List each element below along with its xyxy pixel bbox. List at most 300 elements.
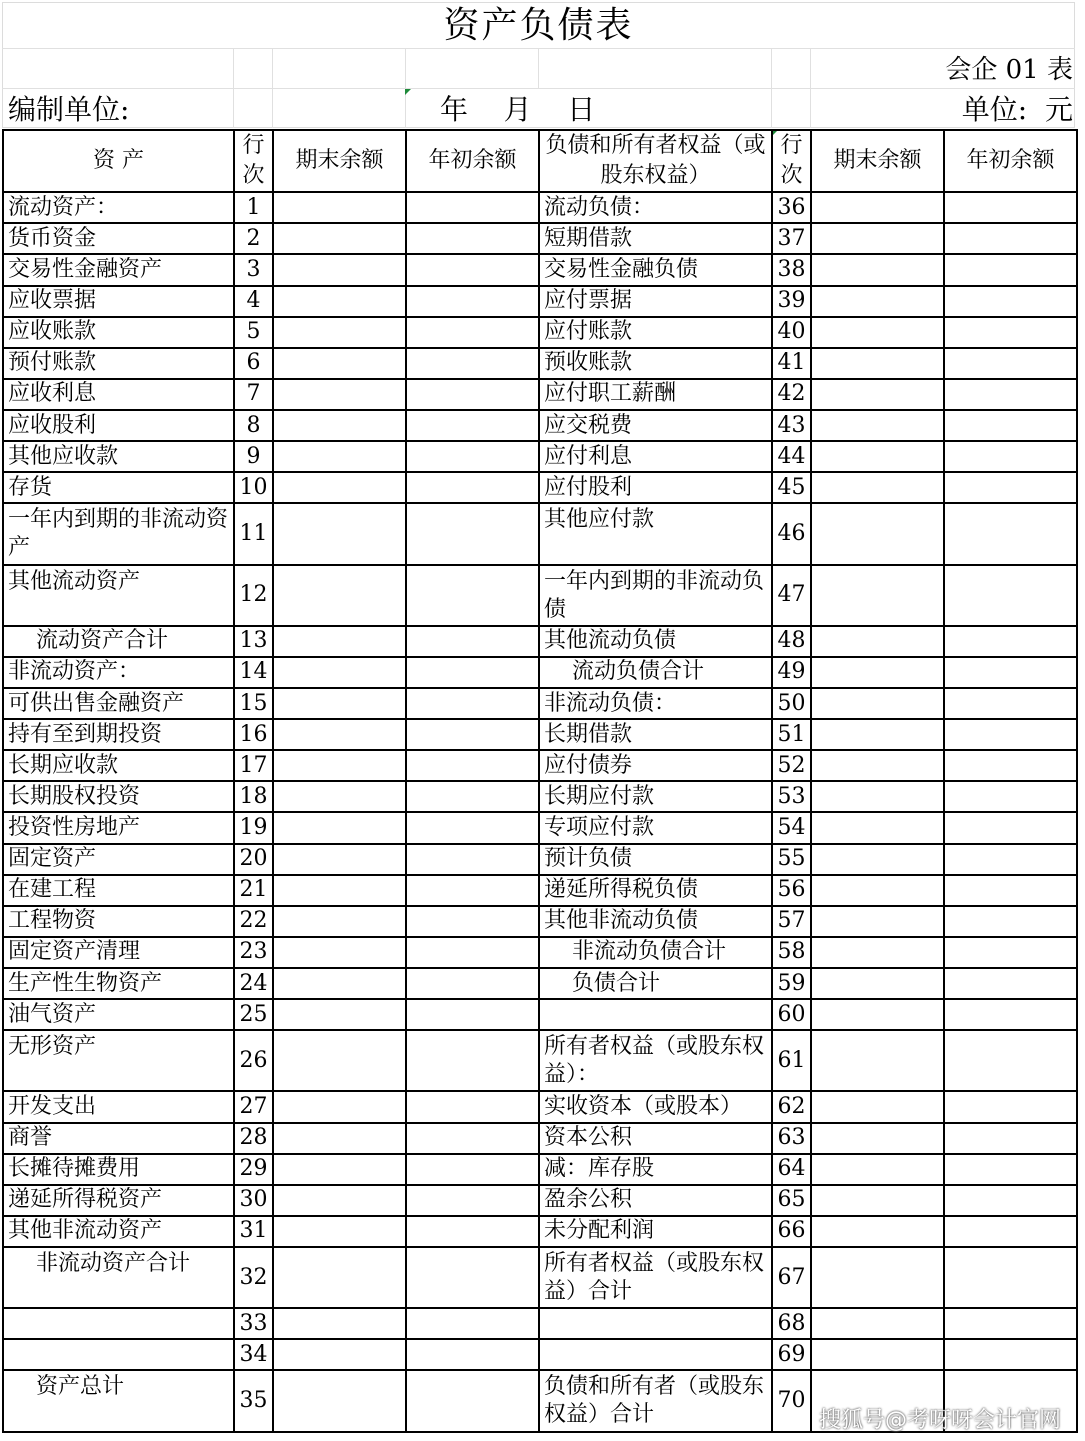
- asset-item-label: [3, 1308, 234, 1339]
- asset-item-label: 商誉: [3, 1123, 234, 1154]
- asset-line-no: 17: [234, 750, 273, 781]
- asset-end-balance-cell[interactable]: [273, 1308, 406, 1339]
- asset-item-label: 长摊待摊费用: [3, 1154, 234, 1185]
- asset-end-balance-cell[interactable]: [273, 348, 406, 379]
- liability-item-label: [539, 999, 772, 1030]
- liability-line-no: 60: [772, 999, 811, 1030]
- liability-item-label: 递延所得税负债: [539, 875, 772, 906]
- asset-begin-balance-cell[interactable]: [406, 719, 539, 750]
- header-begin-balance-right: 年初余额: [944, 130, 1077, 192]
- asset-begin-balance-cell[interactable]: [406, 750, 539, 781]
- liability-begin-balance-cell[interactable]: [944, 999, 1077, 1030]
- liability-item-label: 短期借款: [539, 223, 772, 254]
- asset-begin-balance-cell[interactable]: [406, 192, 539, 223]
- table-row: [3, 286, 1077, 317]
- asset-line-no: 34: [234, 1339, 273, 1370]
- asset-item-label: 应收股利: [3, 410, 234, 441]
- asset-end-balance-cell[interactable]: [273, 626, 406, 657]
- asset-line-no: 29: [234, 1154, 273, 1185]
- asset-line-no: 26: [234, 1030, 273, 1091]
- liability-begin-balance-cell[interactable]: [944, 379, 1077, 410]
- liability-line-no: 62: [772, 1091, 811, 1122]
- liability-begin-balance-cell[interactable]: [944, 1339, 1077, 1370]
- date-line: 年 月 日: [440, 93, 596, 126]
- asset-item-label: 递延所得税资产: [3, 1185, 234, 1216]
- asset-line-no: 27: [234, 1091, 273, 1122]
- table-row: [3, 1216, 1077, 1247]
- liability-line-no: 53: [772, 781, 811, 812]
- asset-end-balance-cell[interactable]: [273, 1123, 406, 1154]
- liability-end-balance-cell[interactable]: [811, 812, 944, 843]
- asset-begin-balance-cell[interactable]: [406, 1091, 539, 1122]
- liability-line-no: 44: [772, 441, 811, 472]
- liability-end-balance-cell[interactable]: [811, 781, 944, 812]
- asset-begin-balance-cell[interactable]: [406, 688, 539, 719]
- asset-begin-balance-cell[interactable]: [406, 781, 539, 812]
- asset-item-label: 流动资产合计: [3, 626, 234, 657]
- liability-begin-balance-cell[interactable]: [944, 1216, 1077, 1247]
- liability-line-no: 66: [772, 1216, 811, 1247]
- table-row: [3, 906, 1077, 937]
- table-row: [3, 472, 1077, 503]
- liability-end-balance-cell[interactable]: [811, 750, 944, 781]
- table-row: [3, 348, 1077, 379]
- liability-begin-balance-cell[interactable]: [944, 719, 1077, 750]
- liability-item-label: 专项应付款: [539, 812, 772, 843]
- liability-line-no: 70: [772, 1370, 811, 1432]
- liability-begin-balance-cell[interactable]: [944, 441, 1077, 472]
- liability-begin-balance-cell[interactable]: [944, 812, 1077, 843]
- liability-begin-balance-cell[interactable]: [944, 410, 1077, 441]
- asset-line-no: 33: [234, 1308, 273, 1339]
- liability-begin-balance-cell[interactable]: [944, 750, 1077, 781]
- table-row: [3, 1308, 1077, 1339]
- asset-begin-balance-cell[interactable]: [406, 1247, 539, 1308]
- liability-line-no: 63: [772, 1123, 811, 1154]
- liability-begin-balance-cell[interactable]: [944, 968, 1077, 999]
- asset-line-no: 18: [234, 781, 273, 812]
- table-row: [3, 875, 1077, 906]
- liability-item-label: 所有者权益（或股东权益）：: [539, 1030, 772, 1091]
- asset-begin-balance-cell[interactable]: [406, 844, 539, 875]
- table-row: [3, 192, 1077, 223]
- asset-end-balance-cell[interactable]: [273, 1154, 406, 1185]
- watermark: 搜狐号@考呀呀会计官网: [818, 1408, 1061, 1433]
- liability-begin-balance-cell[interactable]: [944, 286, 1077, 317]
- liability-end-balance-cell[interactable]: [811, 719, 944, 750]
- asset-item-label: 可供出售金融资产: [3, 688, 234, 719]
- asset-item-label: 一年内到期的非流动资产: [3, 503, 234, 564]
- asset-line-no: 9: [234, 441, 273, 472]
- liability-item-label: 应付账款: [539, 317, 772, 348]
- asset-end-balance-cell[interactable]: [273, 937, 406, 968]
- asset-end-balance-cell[interactable]: [273, 968, 406, 999]
- liability-line-no: 37: [772, 223, 811, 254]
- liability-item-label: 长期应付款: [539, 781, 772, 812]
- liability-begin-balance-cell[interactable]: [944, 937, 1077, 968]
- unit-label: 单位: 元: [961, 93, 1073, 126]
- asset-begin-balance-cell[interactable]: [406, 1185, 539, 1216]
- header-end-balance-right: 期末余额: [811, 130, 944, 192]
- liability-begin-balance-cell[interactable]: [944, 688, 1077, 719]
- preparer-label: 编制单位:: [8, 93, 130, 126]
- asset-begin-balance-cell[interactable]: [406, 968, 539, 999]
- gridline: [2, 88, 1075, 89]
- asset-item-label: 其他应收款: [3, 441, 234, 472]
- header-row: [3, 130, 1077, 192]
- liability-item-label: [539, 1339, 772, 1370]
- liability-line-no: 52: [772, 750, 811, 781]
- liability-line-no: 40: [772, 317, 811, 348]
- asset-line-no: 32: [234, 1247, 273, 1308]
- header-begin-balance: 年初余额: [406, 130, 539, 192]
- asset-line-no: 21: [234, 875, 273, 906]
- liability-end-balance-cell[interactable]: [811, 657, 944, 688]
- asset-begin-balance-cell[interactable]: [406, 1216, 539, 1247]
- liability-end-balance-cell[interactable]: [811, 223, 944, 254]
- liability-begin-balance-cell[interactable]: [944, 1185, 1077, 1216]
- liability-item-label: 减：库存股: [539, 1154, 772, 1185]
- liability-item-label: 其他流动负债: [539, 626, 772, 657]
- table-row: [3, 968, 1077, 999]
- asset-end-balance-cell[interactable]: [273, 1091, 406, 1122]
- liability-line-no: 51: [772, 719, 811, 750]
- table-row: [3, 503, 1077, 564]
- liability-item-label: 非流动负债：: [539, 688, 772, 719]
- asset-end-balance-cell[interactable]: [273, 844, 406, 875]
- asset-item-label: 长期股权投资: [3, 781, 234, 812]
- asset-begin-balance-cell[interactable]: [406, 565, 539, 626]
- asset-end-balance-cell[interactable]: [273, 875, 406, 906]
- asset-end-balance-cell[interactable]: [273, 317, 406, 348]
- liability-item-label: 长期借款: [539, 719, 772, 750]
- liability-begin-balance-cell[interactable]: [944, 1123, 1077, 1154]
- table-row: [3, 1247, 1077, 1308]
- liability-end-balance-cell[interactable]: [811, 1308, 944, 1339]
- asset-end-balance-cell[interactable]: [273, 1216, 406, 1247]
- asset-end-balance-cell[interactable]: [273, 223, 406, 254]
- asset-end-balance-cell[interactable]: [273, 503, 406, 564]
- table-row: [3, 750, 1077, 781]
- asset-begin-balance-cell[interactable]: [406, 348, 539, 379]
- asset-line-no: 1: [234, 192, 273, 223]
- liability-line-no: 65: [772, 1185, 811, 1216]
- liability-item-label: 流动负债合计: [539, 657, 772, 688]
- asset-begin-balance-cell[interactable]: [406, 812, 539, 843]
- header-line-no-right: 行次: [772, 130, 811, 192]
- asset-end-balance-cell[interactable]: [273, 472, 406, 503]
- liability-end-balance-cell[interactable]: [811, 1185, 944, 1216]
- asset-begin-balance-cell[interactable]: [406, 223, 539, 254]
- table-row: [3, 1339, 1077, 1370]
- asset-begin-balance-cell[interactable]: [406, 875, 539, 906]
- liability-item-label: 其他应付款: [539, 503, 772, 564]
- liability-end-balance-cell[interactable]: [811, 317, 944, 348]
- liability-begin-balance-cell[interactable]: [944, 1247, 1077, 1308]
- liability-end-balance-cell[interactable]: [811, 875, 944, 906]
- liability-end-balance-cell[interactable]: [811, 1247, 944, 1308]
- liability-item-label: 其他非流动负债: [539, 906, 772, 937]
- asset-begin-balance-cell[interactable]: [406, 1370, 539, 1432]
- table-row: [3, 379, 1077, 410]
- asset-end-balance-cell[interactable]: [273, 719, 406, 750]
- asset-end-balance-cell[interactable]: [273, 999, 406, 1030]
- asset-item-label: [3, 1339, 234, 1370]
- liability-end-balance-cell[interactable]: [811, 968, 944, 999]
- liability-line-no: 58: [772, 937, 811, 968]
- liability-line-no: 69: [772, 1339, 811, 1370]
- asset-item-label: 投资性房地产: [3, 812, 234, 843]
- table-row: [3, 565, 1077, 626]
- liability-end-balance-cell[interactable]: [811, 906, 944, 937]
- gridline: [233, 48, 234, 128]
- asset-line-no: 30: [234, 1185, 273, 1216]
- form-code: 会企 01 表: [945, 55, 1073, 85]
- asset-line-no: 8: [234, 410, 273, 441]
- liability-item-label: 所有者权益（或股东权 益）合计: [539, 1247, 772, 1308]
- liability-begin-balance-cell[interactable]: [944, 317, 1077, 348]
- liability-item-label: 应付票据: [539, 286, 772, 317]
- asset-line-no: 25: [234, 999, 273, 1030]
- liability-item-label: 负债和所有者（或股东权益）合计: [539, 1370, 772, 1432]
- asset-item-label: 非流动资产合计: [3, 1247, 234, 1308]
- liability-item-label: 非流动负债合计: [539, 937, 772, 968]
- liability-end-balance-cell[interactable]: [811, 1339, 944, 1370]
- liability-end-balance-cell[interactable]: [811, 441, 944, 472]
- table-row: [3, 657, 1077, 688]
- liability-end-balance-cell[interactable]: [811, 286, 944, 317]
- table-row: [3, 626, 1077, 657]
- asset-begin-balance-cell[interactable]: [406, 254, 539, 285]
- liability-item-label: 盈余公积: [539, 1185, 772, 1216]
- liability-end-balance-cell[interactable]: [811, 688, 944, 719]
- table-row: [3, 719, 1077, 750]
- asset-end-balance-cell[interactable]: [273, 812, 406, 843]
- liability-end-balance-cell[interactable]: [811, 379, 944, 410]
- asset-line-no: 13: [234, 626, 273, 657]
- asset-end-balance-cell[interactable]: [273, 1247, 406, 1308]
- liability-line-no: 49: [772, 657, 811, 688]
- liability-begin-balance-cell[interactable]: [944, 565, 1077, 626]
- liability-line-no: 39: [772, 286, 811, 317]
- asset-begin-balance-cell[interactable]: [406, 286, 539, 317]
- liability-line-no: 48: [772, 626, 811, 657]
- table-row: [3, 999, 1077, 1030]
- asset-begin-balance-cell[interactable]: [406, 1339, 539, 1370]
- asset-end-balance-cell[interactable]: [273, 286, 406, 317]
- asset-end-balance-cell[interactable]: [273, 1030, 406, 1091]
- asset-begin-balance-cell[interactable]: [406, 503, 539, 564]
- asset-end-balance-cell[interactable]: [273, 192, 406, 223]
- asset-begin-balance-cell[interactable]: [406, 906, 539, 937]
- liability-end-balance-cell[interactable]: [811, 999, 944, 1030]
- liability-end-balance-cell[interactable]: [811, 1154, 944, 1185]
- liability-line-no: 36: [772, 192, 811, 223]
- liability-begin-balance-cell[interactable]: [944, 781, 1077, 812]
- table-row: [3, 223, 1077, 254]
- liability-begin-balance-cell[interactable]: [944, 503, 1077, 564]
- asset-line-no: 15: [234, 688, 273, 719]
- liability-line-no: 42: [772, 379, 811, 410]
- liability-line-no: 67: [772, 1247, 811, 1308]
- asset-line-no: 16: [234, 719, 273, 750]
- liability-item-label: 预计负债: [539, 844, 772, 875]
- liability-end-balance-cell[interactable]: [811, 254, 944, 285]
- table-row: [3, 1030, 1077, 1091]
- liability-end-balance-cell[interactable]: [811, 626, 944, 657]
- asset-begin-balance-cell[interactable]: [406, 1154, 539, 1185]
- liability-begin-balance-cell[interactable]: [944, 223, 1077, 254]
- table-row: [3, 812, 1077, 843]
- gridline: [538, 48, 539, 88]
- asset-item-label: 预付账款: [3, 348, 234, 379]
- liability-end-balance-cell[interactable]: [811, 503, 944, 564]
- asset-begin-balance-cell[interactable]: [406, 317, 539, 348]
- liability-end-balance-cell[interactable]: [811, 937, 944, 968]
- asset-begin-balance-cell[interactable]: [406, 472, 539, 503]
- asset-begin-balance-cell[interactable]: [406, 1308, 539, 1339]
- gridline: [405, 48, 406, 128]
- asset-line-no: 2: [234, 223, 273, 254]
- asset-item-label: 应收账款: [3, 317, 234, 348]
- liability-item-label: 流动负债：: [539, 192, 772, 223]
- asset-end-balance-cell[interactable]: [273, 379, 406, 410]
- table-row: [3, 317, 1077, 348]
- gridline: [810, 48, 811, 128]
- table-row: [3, 1091, 1077, 1122]
- asset-line-no: 6: [234, 348, 273, 379]
- liability-end-balance-cell[interactable]: [811, 348, 944, 379]
- asset-end-balance-cell[interactable]: [273, 1370, 406, 1432]
- liability-begin-balance-cell[interactable]: [944, 875, 1077, 906]
- liability-begin-balance-cell[interactable]: [944, 657, 1077, 688]
- liability-begin-balance-cell[interactable]: [944, 254, 1077, 285]
- asset-end-balance-cell[interactable]: [273, 750, 406, 781]
- liability-item-label: 未分配利润: [539, 1216, 772, 1247]
- liability-begin-balance-cell[interactable]: [944, 1308, 1077, 1339]
- asset-item-label: 油气资产: [3, 999, 234, 1030]
- asset-end-balance-cell[interactable]: [273, 688, 406, 719]
- asset-begin-balance-cell[interactable]: [406, 999, 539, 1030]
- liability-line-no: 41: [772, 348, 811, 379]
- table-row: [3, 1154, 1077, 1185]
- gridline: [272, 48, 273, 128]
- asset-begin-balance-cell[interactable]: [406, 626, 539, 657]
- liability-begin-balance-cell[interactable]: [944, 906, 1077, 937]
- asset-end-balance-cell[interactable]: [273, 1339, 406, 1370]
- asset-end-balance-cell[interactable]: [273, 441, 406, 472]
- liability-line-no: 68: [772, 1308, 811, 1339]
- liability-begin-balance-cell[interactable]: [944, 192, 1077, 223]
- table-row: [3, 844, 1077, 875]
- liability-end-balance-cell[interactable]: [811, 1123, 944, 1154]
- asset-end-balance-cell[interactable]: [273, 254, 406, 285]
- asset-item-label: 固定资产: [3, 844, 234, 875]
- table-row: [3, 1123, 1077, 1154]
- liability-item-label: 交易性金融负债: [539, 254, 772, 285]
- liability-item-label: 实收资本（或股本）: [539, 1091, 772, 1122]
- table-row: [3, 410, 1077, 441]
- asset-item-label: 长期应收款: [3, 750, 234, 781]
- asset-end-balance-cell[interactable]: [273, 1185, 406, 1216]
- liability-end-balance-cell[interactable]: [811, 410, 944, 441]
- liability-begin-balance-cell[interactable]: [944, 472, 1077, 503]
- header-end-balance: 期末余额: [273, 130, 406, 192]
- asset-begin-balance-cell[interactable]: [406, 410, 539, 441]
- asset-line-no: 35: [234, 1370, 273, 1432]
- liability-line-no: 50: [772, 688, 811, 719]
- liability-begin-balance-cell[interactable]: [944, 1030, 1077, 1091]
- liability-item-label: 应交税费: [539, 410, 772, 441]
- asset-line-no: 10: [234, 472, 273, 503]
- asset-line-no: 28: [234, 1123, 273, 1154]
- asset-item-label: 其他非流动资产: [3, 1216, 234, 1247]
- asset-line-no: 7: [234, 379, 273, 410]
- liability-begin-balance-cell[interactable]: [944, 1154, 1077, 1185]
- liability-item-label: 应付利息: [539, 441, 772, 472]
- asset-begin-balance-cell[interactable]: [406, 937, 539, 968]
- liability-end-balance-cell[interactable]: [811, 192, 944, 223]
- asset-end-balance-cell[interactable]: [273, 781, 406, 812]
- liability-end-balance-cell[interactable]: [811, 1091, 944, 1122]
- asset-begin-balance-cell[interactable]: [406, 1030, 539, 1091]
- asset-item-label: 资产总计: [3, 1370, 234, 1432]
- table-row: [3, 254, 1077, 285]
- liability-end-balance-cell[interactable]: [811, 565, 944, 626]
- liability-begin-balance-cell[interactable]: [944, 844, 1077, 875]
- asset-item-label: 货币资金: [3, 223, 234, 254]
- liability-end-balance-cell[interactable]: [811, 472, 944, 503]
- liability-line-no: 57: [772, 906, 811, 937]
- liability-line-no: 54: [772, 812, 811, 843]
- asset-item-label: 在建工程: [3, 875, 234, 906]
- asset-begin-balance-cell[interactable]: [406, 1123, 539, 1154]
- asset-item-label: 工程物资: [3, 906, 234, 937]
- asset-line-no: 31: [234, 1216, 273, 1247]
- liability-line-no: 56: [772, 875, 811, 906]
- asset-item-label: 其他流动资产: [3, 565, 234, 626]
- liability-begin-balance-cell[interactable]: [944, 626, 1077, 657]
- asset-line-no: 5: [234, 317, 273, 348]
- asset-begin-balance-cell[interactable]: [406, 441, 539, 472]
- asset-begin-balance-cell[interactable]: [406, 657, 539, 688]
- liability-item-label: 应付职工薪酬: [539, 379, 772, 410]
- asset-line-no: 24: [234, 968, 273, 999]
- liability-line-no: 59: [772, 968, 811, 999]
- asset-line-no: 20: [234, 844, 273, 875]
- asset-item-label: 应收利息: [3, 379, 234, 410]
- asset-end-balance-cell[interactable]: [273, 565, 406, 626]
- liability-item-label: 预收账款: [539, 348, 772, 379]
- liability-begin-balance-cell[interactable]: [944, 1091, 1077, 1122]
- header-liabilities: 负债和所有者权益（或股东权益）: [539, 130, 772, 192]
- asset-end-balance-cell[interactable]: [273, 657, 406, 688]
- asset-item-label: 存货: [3, 472, 234, 503]
- asset-item-label: 流动资产：: [3, 192, 234, 223]
- asset-end-balance-cell[interactable]: [273, 410, 406, 441]
- liability-begin-balance-cell[interactable]: [944, 348, 1077, 379]
- liability-end-balance-cell[interactable]: [811, 1030, 944, 1091]
- asset-line-no: 11: [234, 503, 273, 564]
- liability-line-no: 45: [772, 472, 811, 503]
- asset-end-balance-cell[interactable]: [273, 906, 406, 937]
- liability-end-balance-cell[interactable]: [811, 1216, 944, 1247]
- asset-line-no: 4: [234, 286, 273, 317]
- asset-line-no: 14: [234, 657, 273, 688]
- asset-begin-balance-cell[interactable]: [406, 379, 539, 410]
- liability-end-balance-cell[interactable]: [811, 844, 944, 875]
- liability-line-no: 47: [772, 565, 811, 626]
